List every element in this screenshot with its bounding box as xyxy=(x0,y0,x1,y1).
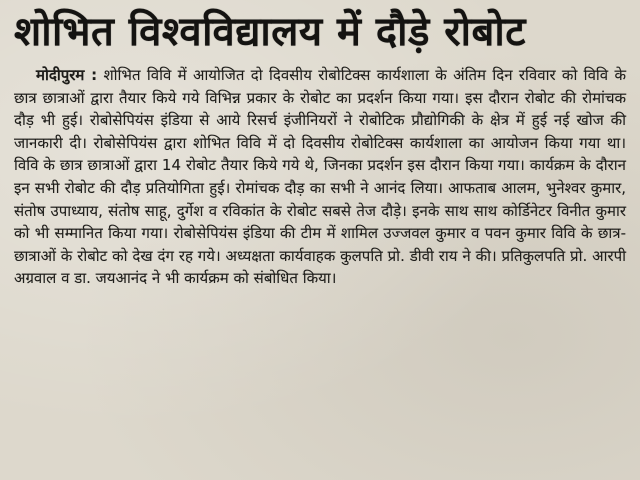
dateline: मोदीपुरम : xyxy=(36,66,98,84)
article-body-text: शोभित विवि में आयोजित दो दिवसीय रोबोटिक्स कार्यशाला के अंतिम दिन रविवार को विवि के छात्र छात्राओं द्वारा तैयार किये गये विभिन्न प्रकार के रोबोट का प्रदर्शन किया गया। इस दौरान रोबोट की रोमांचक दौड़ भी हुई। रोबोसेपियंस इंडिया से आये रिसर्च इंजीनियरों ने रोबोटिक प्रौद्योगिकी के क्षेत्र में हुई नई खोज की जानकारी दी। रोबोसेपियंस द्वारा शोभित विवि में दो दिवसीय रोबोटिक्स कार्यशाला का आयोजन किया गया था। विवि के छात्र छात्राओं द्वारा 14 रोबोट तैयार किये गये थे, जिनका प्रदर्शन इस दौरान किया गया। कार्यक्रम के दौरान इन सभी रोबोट की दौड़ प्रतियोगिता हुई। रोमांचक दौड़ का सभी ने आनंद लिया। आफताब आलम, भुनेश्वर कुमार, संतोष उपाध्याय, संतोष साहू, दुर्गेश व रविकांत के रोबोट सबसे तेज दौड़े। इनके साथ साथ कोर्डिनेटर विनीत कुमार को भी सम्मानित किया गया। रोबोसेपियंस इंडिया की टीम में शामिल उज्जवल कुमार व पवन कुमार विवि के छात्र-छात्राओं के रोबोट को देख दंग रह गये। अध्यक्षता कार्यवाहक कुलपति प्रो. डीवी राय ने की। प्रतिकुलपति प्रो. आरपी अग्रवाल व डा. जयआनंद ने भी कार्यक्रम को संबोधित किया। xyxy=(14,66,626,288)
headline: शोभित विश्वविद्यालय में दौड़े रोबोट xyxy=(14,9,526,55)
article-body xyxy=(14,64,626,290)
